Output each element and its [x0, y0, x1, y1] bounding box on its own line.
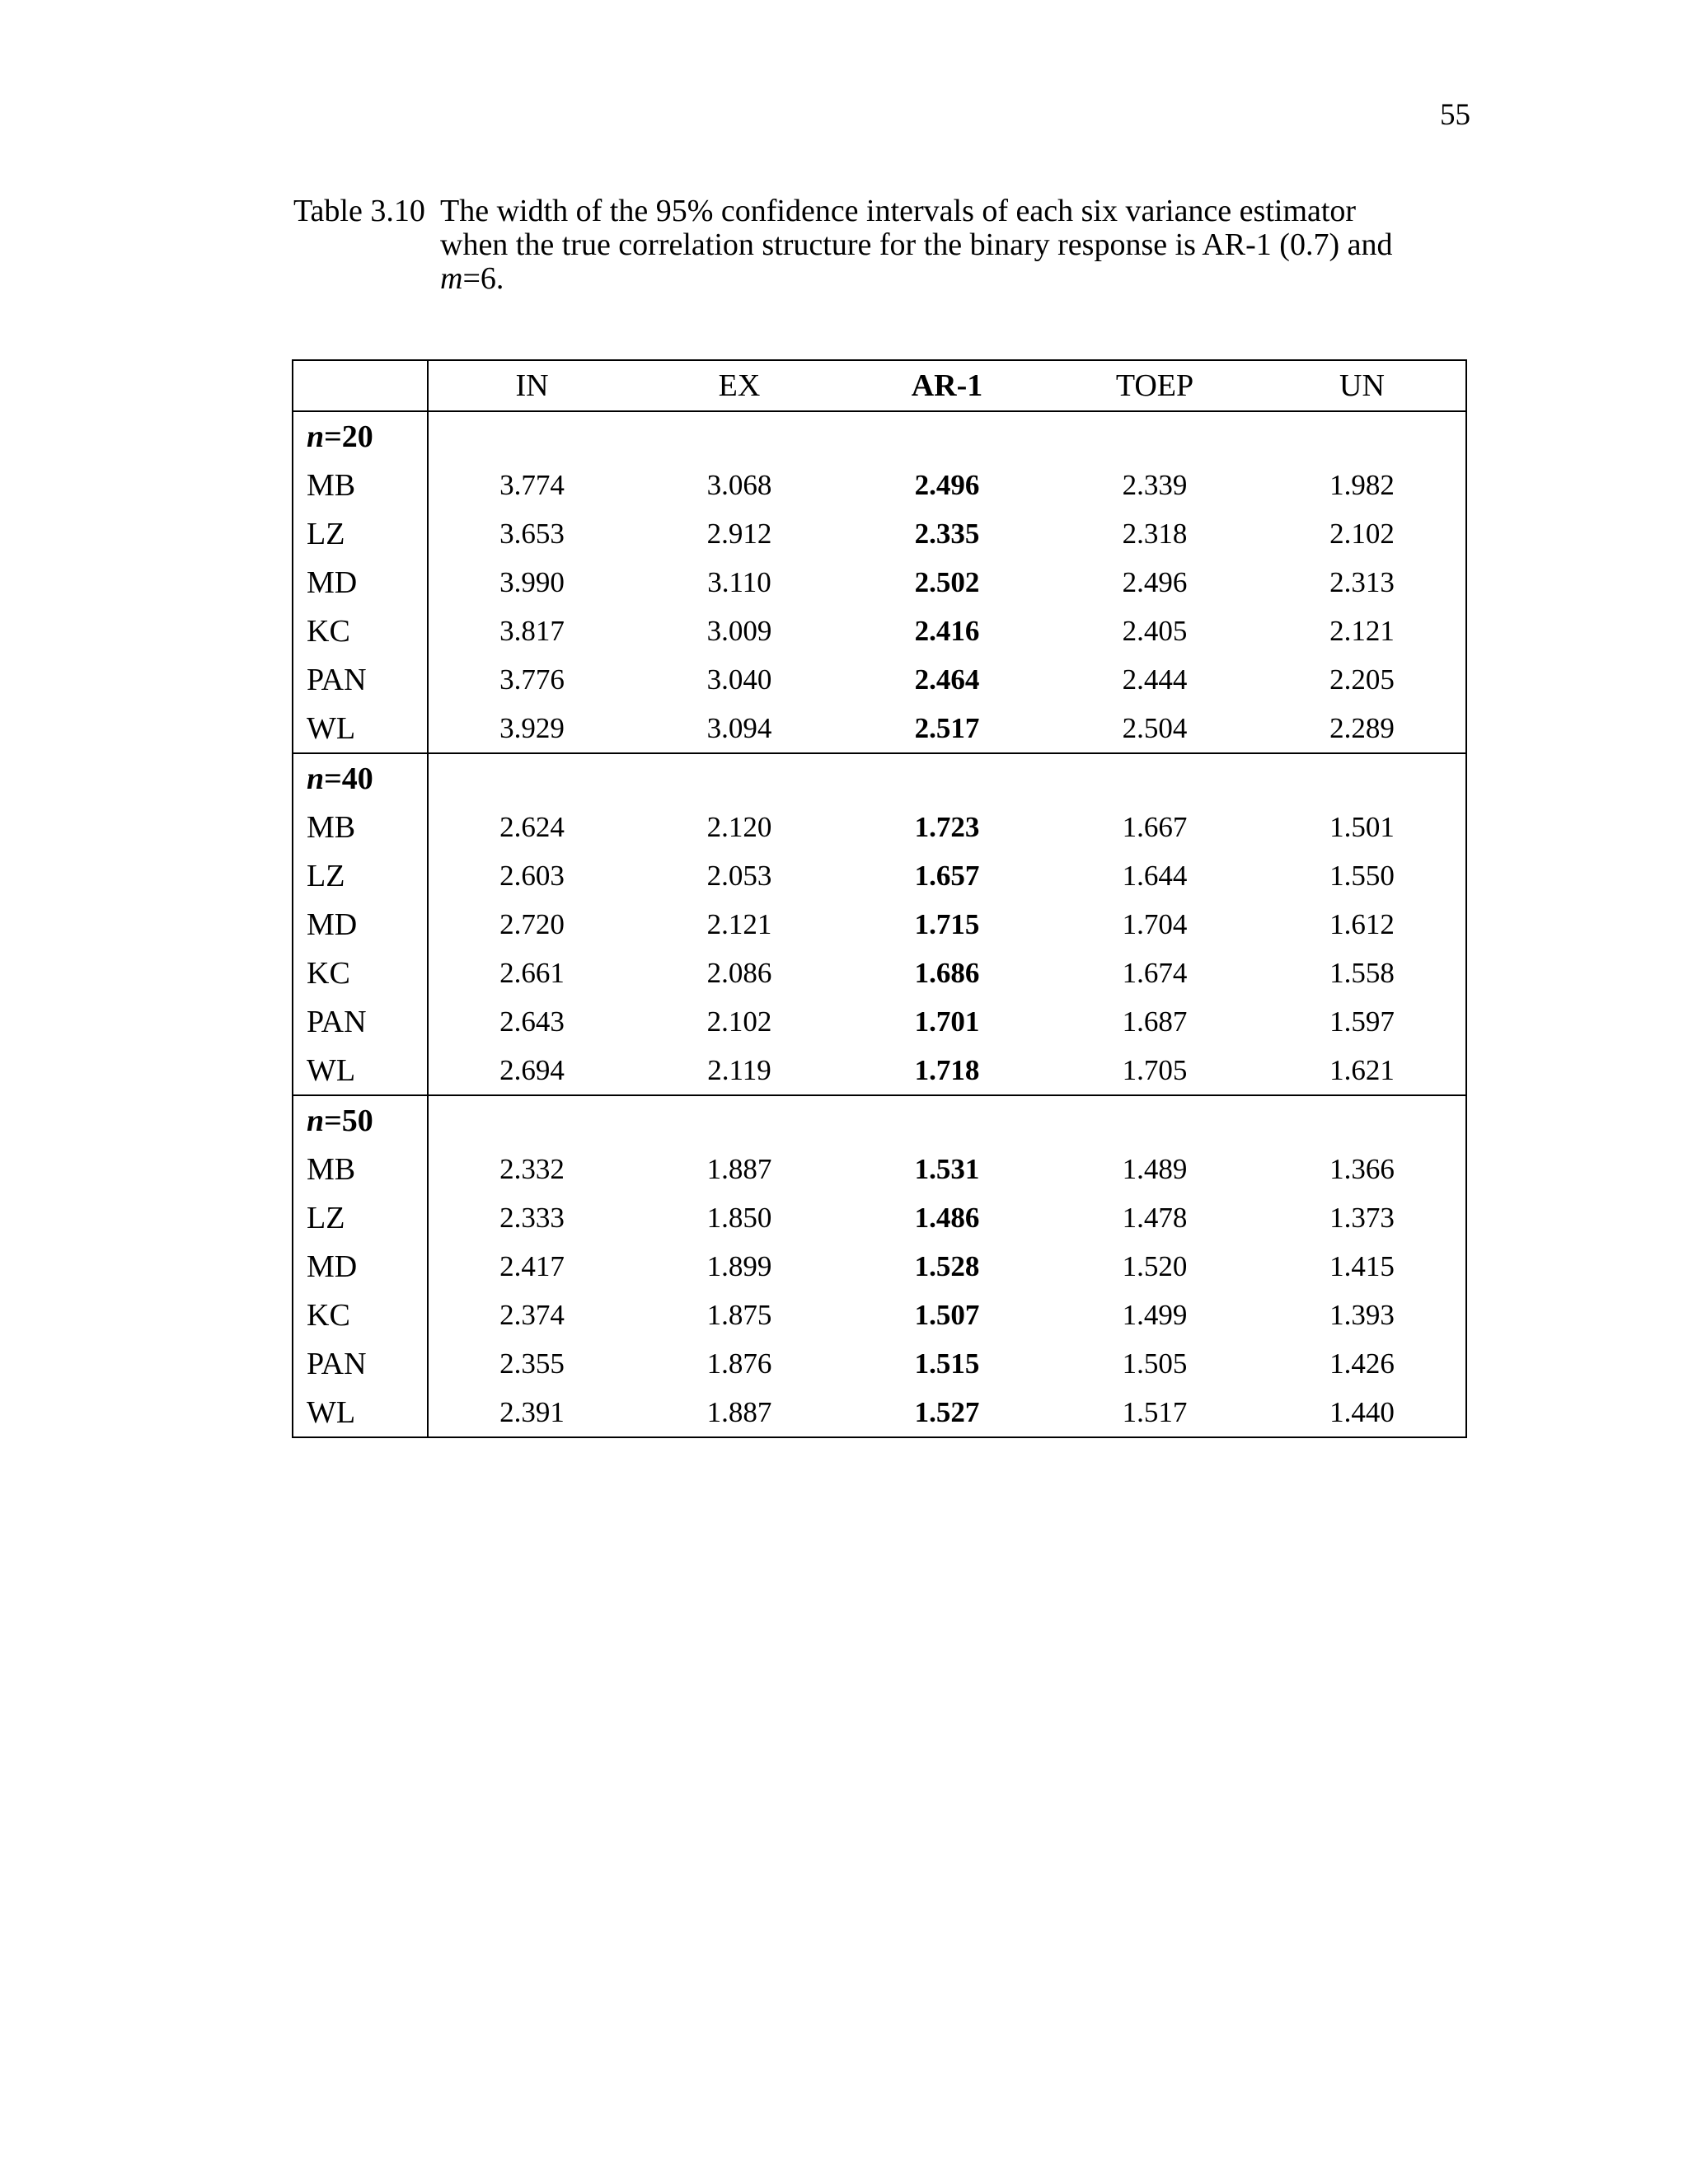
cell-ex: 2.102 [706, 1005, 772, 1038]
table-row [293, 900, 1466, 949]
cell-toep: 1.674 [1122, 956, 1188, 989]
group-label-value: =50 [324, 1103, 373, 1138]
cell-in: 2.391 [499, 1395, 565, 1428]
column-header-un: UN [1259, 360, 1466, 411]
cell-ar1: 2.335 [914, 517, 980, 550]
cell-un: 1.621 [1329, 1053, 1395, 1086]
cell-un: 2.289 [1329, 711, 1395, 744]
cell-ar1: 1.718 [914, 1053, 980, 1086]
row-label: KC [293, 607, 428, 655]
cell-ex: 2.912 [706, 517, 772, 550]
cell-ar1: 1.486 [914, 1201, 980, 1234]
cell-toep: 1.667 [1122, 810, 1188, 843]
caption-text [440, 194, 1479, 296]
cell-un: 2.102 [1329, 517, 1395, 550]
table-row [293, 607, 1466, 655]
caption-line-3-rest: =6. [462, 261, 504, 296]
cell-toep: 1.505 [1122, 1347, 1188, 1380]
cell-ar1: 1.686 [914, 956, 980, 989]
cell-toep: 1.687 [1122, 1005, 1188, 1038]
row-label: MB [293, 803, 428, 851]
group-header-row [293, 1095, 1466, 1145]
cell-toep: 1.644 [1122, 859, 1188, 892]
group-header-row [293, 411, 1466, 461]
cell-in: 2.643 [499, 1005, 565, 1038]
cell-ex: 1.887 [706, 1395, 772, 1428]
table-group [293, 1095, 1466, 1437]
cell-in: 2.417 [499, 1249, 565, 1282]
row-label: MB [293, 461, 428, 509]
cell-in: 2.720 [499, 907, 565, 940]
cell-ex: 1.899 [706, 1249, 772, 1282]
cell-ar1: 1.715 [914, 907, 980, 940]
page-number: 55 [1440, 98, 1470, 132]
cell-ar1: 2.496 [914, 468, 980, 501]
group-label-value: =40 [324, 761, 373, 796]
row-label: MD [293, 900, 428, 949]
cell-in: 3.929 [499, 711, 565, 744]
header-corner [293, 360, 428, 411]
cell-un: 1.393 [1329, 1298, 1395, 1331]
cell-in: 2.603 [499, 859, 565, 892]
cell-in: 2.355 [499, 1347, 565, 1380]
group-label [293, 1095, 428, 1145]
cell-un: 1.612 [1329, 907, 1395, 940]
table-row [293, 997, 1466, 1046]
cell-un: 2.205 [1329, 663, 1395, 696]
cell-un: 1.982 [1329, 468, 1395, 501]
cell-ar1: 2.517 [914, 711, 980, 744]
row-label: PAN [293, 655, 428, 704]
row-label: PAN [293, 997, 428, 1046]
cell-un: 1.558 [1329, 956, 1395, 989]
cell-ar1: 1.515 [914, 1347, 980, 1380]
cell-un: 1.501 [1329, 810, 1395, 843]
cell-ex: 2.119 [707, 1053, 771, 1086]
table-row [293, 949, 1466, 997]
cell-in: 2.332 [499, 1152, 565, 1185]
cell-in: 2.694 [499, 1053, 565, 1086]
results-table [292, 359, 1467, 1438]
header-row [293, 360, 1466, 411]
cell-un: 1.373 [1329, 1201, 1395, 1234]
cell-toep: 1.705 [1122, 1053, 1188, 1086]
column-header-ar1: AR-1 [843, 360, 1051, 411]
cell-ar1: 1.528 [914, 1249, 980, 1282]
cell-ar1: 1.531 [914, 1152, 980, 1185]
cell-ex: 1.850 [706, 1201, 772, 1234]
cell-toep: 2.405 [1122, 614, 1188, 647]
group-label-var: n [307, 761, 325, 796]
cell-in: 3.774 [499, 468, 565, 501]
cell-ar1: 1.723 [914, 810, 980, 843]
cell-toep: 1.499 [1122, 1298, 1188, 1331]
cell-toep: 1.520 [1122, 1249, 1188, 1282]
cell-un: 1.415 [1329, 1249, 1395, 1282]
cell-in: 2.624 [499, 810, 565, 843]
group-header-blank [428, 1095, 1466, 1145]
cell-un: 2.313 [1329, 565, 1395, 598]
group-header-row [293, 753, 1466, 803]
cell-ex: 3.068 [706, 468, 772, 501]
table-row [293, 461, 1466, 509]
cell-ar1: 1.527 [914, 1395, 980, 1428]
row-label: WL [293, 704, 428, 753]
table-row [293, 655, 1466, 704]
table-row [293, 803, 1466, 851]
row-label: LZ [293, 509, 428, 558]
cell-ex: 2.120 [706, 810, 772, 843]
cell-in: 2.661 [499, 956, 565, 989]
cell-in: 3.653 [499, 517, 565, 550]
table-caption [293, 194, 1480, 296]
group-header-blank [428, 411, 1466, 461]
cell-ex: 3.110 [707, 565, 771, 598]
column-header-ex: EX [635, 360, 843, 411]
table-row [293, 1145, 1466, 1193]
cell-in: 3.817 [499, 614, 565, 647]
row-label: WL [293, 1046, 428, 1095]
group-label [293, 753, 428, 803]
cell-un: 1.550 [1329, 859, 1395, 892]
cell-ex: 1.887 [706, 1152, 772, 1185]
caption-line-1: The width of the 95% confidence intervals of each six variance estimator [440, 194, 1357, 228]
table-row [293, 1339, 1466, 1388]
cell-toep: 2.318 [1122, 517, 1188, 550]
cell-ar1: 1.507 [914, 1298, 980, 1331]
cell-ex: 2.086 [706, 956, 772, 989]
cell-un: 2.121 [1329, 614, 1395, 647]
cell-ex: 3.040 [706, 663, 772, 696]
cell-un: 1.366 [1329, 1152, 1395, 1185]
cell-ar1: 2.464 [914, 663, 980, 696]
table-row [293, 1242, 1466, 1291]
table-row [293, 1193, 1466, 1242]
cell-ar1: 1.701 [914, 1005, 980, 1038]
row-label: MD [293, 558, 428, 607]
row-label: LZ [293, 851, 428, 900]
caption-line-3 [440, 261, 504, 296]
table-row [293, 851, 1466, 900]
group-label-value: =20 [324, 419, 373, 454]
cell-un: 1.426 [1329, 1347, 1395, 1380]
table-row [293, 1046, 1466, 1095]
cell-toep: 2.444 [1122, 663, 1188, 696]
cell-toep: 1.704 [1122, 907, 1188, 940]
row-label: KC [293, 949, 428, 997]
cell-toep: 2.504 [1122, 711, 1188, 744]
cell-toep: 1.489 [1122, 1152, 1188, 1185]
caption-label: Table 3.10 [293, 194, 425, 228]
row-label: WL [293, 1388, 428, 1437]
cell-ex: 1.876 [706, 1347, 772, 1380]
caption-var-m: m [440, 261, 463, 296]
table-row [293, 1291, 1466, 1339]
group-label [293, 411, 428, 461]
cell-ar1: 2.416 [914, 614, 980, 647]
column-header-toep: TOEP [1051, 360, 1259, 411]
group-header-blank [428, 753, 1466, 803]
row-label: MD [293, 1242, 428, 1291]
table-row [293, 704, 1466, 753]
cell-toep: 1.517 [1122, 1395, 1188, 1428]
row-label: MB [293, 1145, 428, 1193]
cell-un: 1.597 [1329, 1005, 1395, 1038]
cell-ex: 2.121 [706, 907, 772, 940]
caption-line-2: when the true correlation structure for the binary response is AR-1 (0.7) and [440, 227, 1393, 262]
cell-ex: 3.094 [706, 711, 772, 744]
row-label: KC [293, 1291, 428, 1339]
table-group [293, 753, 1466, 1095]
column-header-in: IN [428, 360, 635, 411]
cell-in: 3.990 [499, 565, 565, 598]
cell-un: 1.440 [1329, 1395, 1395, 1428]
table-group [293, 411, 1466, 753]
cell-toep: 2.496 [1122, 565, 1188, 598]
cell-in: 2.374 [499, 1298, 565, 1331]
row-label: LZ [293, 1193, 428, 1242]
table-row [293, 509, 1466, 558]
cell-toep: 2.339 [1122, 468, 1188, 501]
cell-ex: 1.875 [706, 1298, 772, 1331]
group-label-var: n [307, 1103, 325, 1138]
cell-ar1: 2.502 [914, 565, 980, 598]
cell-in: 3.776 [499, 663, 565, 696]
cell-in: 2.333 [499, 1201, 565, 1234]
table-row [293, 558, 1466, 607]
cell-ex: 2.053 [706, 859, 772, 892]
group-label-var: n [307, 419, 325, 454]
cell-toep: 1.478 [1122, 1201, 1188, 1234]
cell-ex: 3.009 [706, 614, 772, 647]
cell-ar1: 1.657 [914, 859, 980, 892]
row-label: PAN [293, 1339, 428, 1388]
table-row [293, 1388, 1466, 1437]
